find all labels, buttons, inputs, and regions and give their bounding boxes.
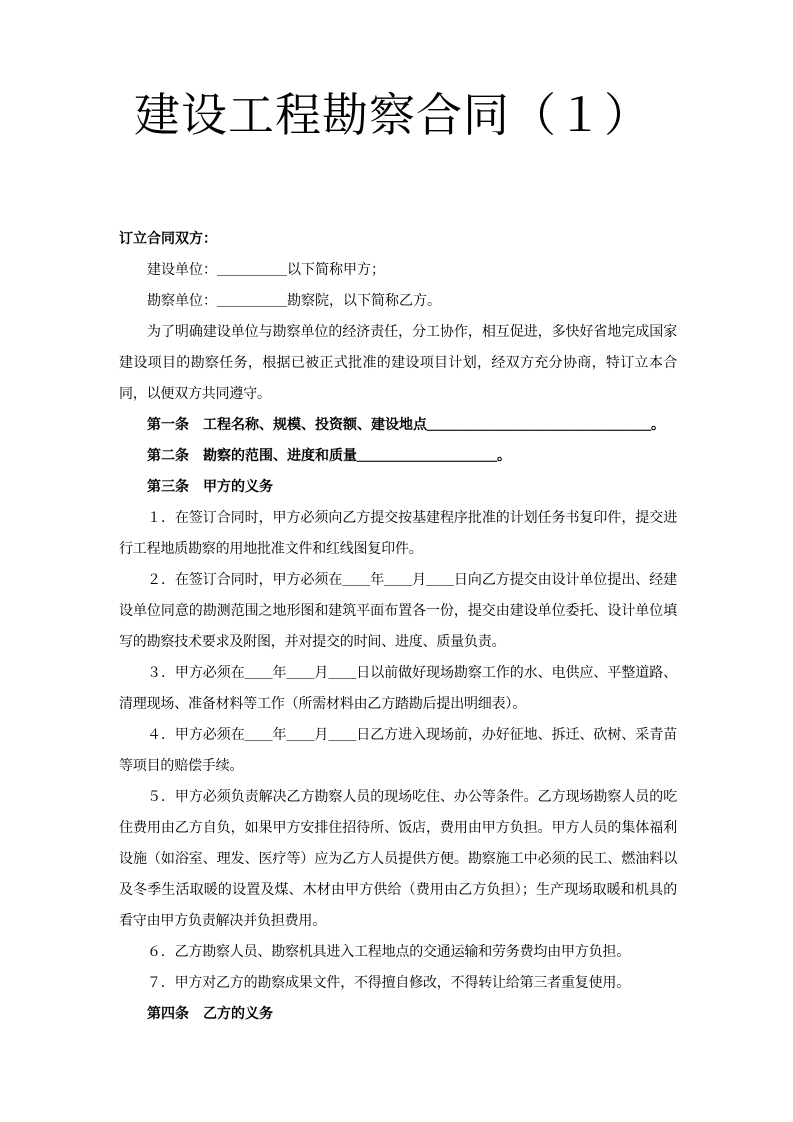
article-3-item-6: ６．乙方勘察人员、勘察机具进入工程地点的交通运输和劳务费均由甲方负担。: [147, 944, 630, 960]
survey-unit-line: 勘察单位：＿＿＿＿＿勘察院，以下简称乙方。: [147, 293, 441, 309]
article-3-heading: 第三条 甲方的义务: [147, 479, 273, 495]
article-3-item-1: １．在签订合同时，甲方必须向乙方提交按基建程序批准的计划任务书复印件，提交进行工程地质勘察的用地批准文件和红线图复印件。: [119, 510, 677, 557]
document-title: 建设工程勘察合同（１）: [134, 88, 651, 142]
contract-body: [119, 224, 677, 1030]
article-3-item-2: ２．在签订合同时，甲方必须在＿＿年＿＿月＿＿日向乙方提交由设计单位提出、经建设单位同意的勘测范围之地形图和建筑平面布置各一份，提交由建设单位委托、设计单位填写的勘察技术要求及附图，并对提交的时间、进度、质量负责。: [119, 572, 677, 650]
parties-heading: 订立合同双方：: [119, 231, 217, 247]
article-4-heading: 第四条 乙方的义务: [147, 1006, 273, 1022]
article-3-item-5: ５．甲方必须负责解决乙方勘察人员的现场吃住、办公等条件。乙方现场勘察人员的吃住费用由乙方自负，如果甲方安排住招待所、饭店，费用由甲方负担。甲方人员的集体福利设施（如浴室、理发、医疗等）应为乙方人员提供方便。勘察施工中必须的民工、燃油料以及冬季生活取暖的设置及煤、木材由甲方供给（费用由乙方负担）；生产现场取暖和机具的看守由甲方负责解决并负担费用。: [119, 789, 677, 929]
article-1-heading: 第一条 工程名称、规模、投资额、建设地点＿＿＿＿＿＿＿＿＿＿＿＿＿＿＿＿。: [147, 417, 665, 433]
client-unit-line: 建设单位：＿＿＿＿＿以下简称甲方；: [147, 262, 385, 278]
article-2-heading: 第二条 勘察的范围、进度和质量＿＿＿＿＿＿＿＿＿＿。: [147, 448, 511, 464]
article-3-item-4: ４．甲方必须在＿＿年＿＿月＿＿日乙方进入现场前，办好征地、拆迁、砍树、采青苗等项目的赔偿手续。: [119, 727, 677, 774]
preamble-paragraph: 为了明确建设单位与勘察单位的经济责任，分工协作，相互促进，多快好省地完成国家建设项目的勘察任务，根据已被正式批准的建设项目计划，经双方充分协商，特订立本合同，以便双方共同遵守。: [119, 324, 677, 402]
article-3-item-7: ７．甲方对乙方的勘察成果文件，不得擅自修改，不得转让给第三者重复使用。: [147, 975, 630, 991]
article-3-item-3: ３．甲方必须在＿＿年＿＿月＿＿日以前做好现场勘察工作的水、电供应、平整道路、清理现场、准备材料等工作（所需材料由乙方踏勘后提出明细表）。: [119, 665, 677, 712]
